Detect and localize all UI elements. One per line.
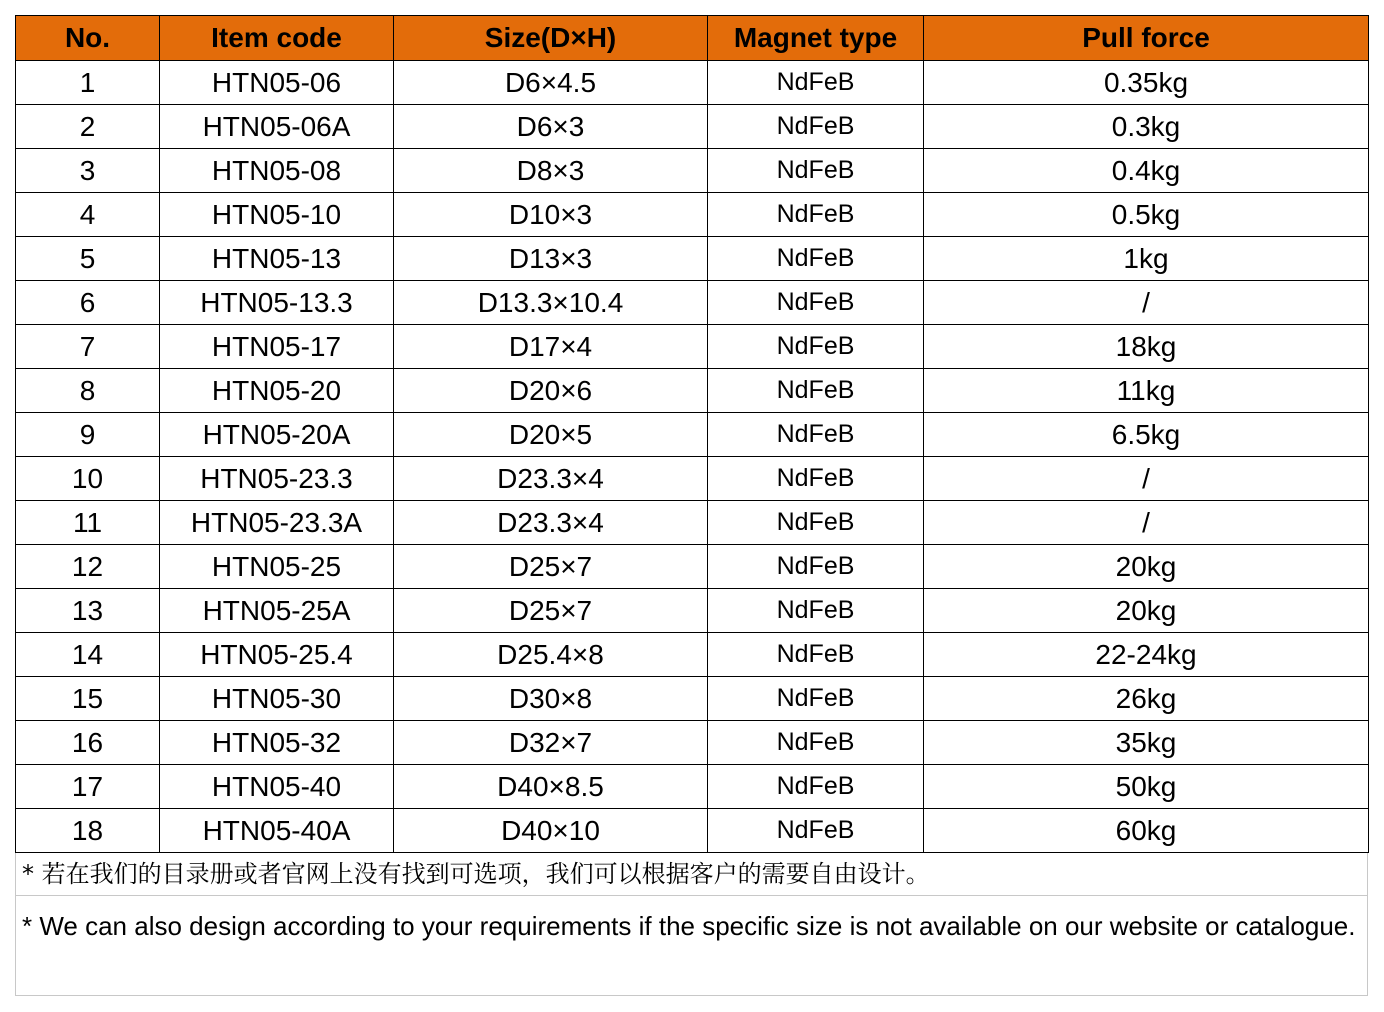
cell-magnet-type: NdFeB [708,61,924,105]
cell-no: 16 [16,721,160,765]
header-row [16,16,1369,61]
cell-pull-force: 22-24kg [924,633,1369,677]
table-row [16,325,1369,369]
header-no: No. [16,16,160,61]
cell-item-code: HTN05-17 [160,325,394,369]
header-item-code: Item code [160,16,394,61]
cell-magnet-type: NdFeB [708,237,924,281]
cell-item-code: HTN05-08 [160,149,394,193]
cell-item-code: HTN05-20A [160,413,394,457]
cell-no: 15 [16,677,160,721]
header-magnet-type: Magnet type [708,16,924,61]
cell-size: D6×4.5 [394,61,708,105]
cell-size: D20×6 [394,369,708,413]
cell-size: D23.3×4 [394,501,708,545]
cell-pull-force: 18kg [924,325,1369,369]
cell-pull-force: 35kg [924,721,1369,765]
cell-item-code: HTN05-20 [160,369,394,413]
cell-item-code: HTN05-30 [160,677,394,721]
cell-magnet-type: NdFeB [708,809,924,853]
cell-item-code: HTN05-40 [160,765,394,809]
cell-size: D13×3 [394,237,708,281]
cell-size: D40×8.5 [394,765,708,809]
cell-item-code: HTN05-25.4 [160,633,394,677]
cell-size: D17×4 [394,325,708,369]
cell-magnet-type: NdFeB [708,413,924,457]
cell-size: D25×7 [394,589,708,633]
note-chinese: * 若在我们的目录册或者官网上没有找到可选项，我们可以根据客户的需要自由设计。 [15,853,1368,896]
cell-pull-force: 20kg [924,545,1369,589]
table-row [16,633,1369,677]
cell-magnet-type: NdFeB [708,193,924,237]
cell-magnet-type: NdFeB [708,501,924,545]
cell-item-code: HTN05-13 [160,237,394,281]
table-row [16,281,1369,325]
cell-item-code: HTN05-25A [160,589,394,633]
spec-sheet [15,15,1368,996]
table-header [16,16,1369,61]
cell-size: D10×3 [394,193,708,237]
table-row [16,501,1369,545]
table-row [16,765,1369,809]
cell-size: D32×7 [394,721,708,765]
cell-pull-force: 0.4kg [924,149,1369,193]
cell-pull-force: 60kg [924,809,1369,853]
table-row [16,369,1369,413]
cell-item-code: HTN05-10 [160,193,394,237]
table-body [16,61,1369,853]
cell-pull-force: 20kg [924,589,1369,633]
cell-pull-force: 0.5kg [924,193,1369,237]
cell-pull-force: 0.35kg [924,61,1369,105]
header-pull-force: Pull force [924,16,1369,61]
magnet-spec-table [15,15,1369,853]
cell-no: 4 [16,193,160,237]
table-row [16,589,1369,633]
table-row [16,237,1369,281]
cell-size: D8×3 [394,149,708,193]
cell-no: 11 [16,501,160,545]
table-row [16,457,1369,501]
cell-magnet-type: NdFeB [708,633,924,677]
cell-no: 6 [16,281,160,325]
table-row [16,721,1369,765]
cell-item-code: HTN05-40A [160,809,394,853]
cell-magnet-type: NdFeB [708,545,924,589]
cell-magnet-type: NdFeB [708,149,924,193]
cell-magnet-type: NdFeB [708,281,924,325]
note-english: * We can also design according to your requirements if the specific size is not available on our website or catalogue. [15,896,1368,996]
cell-pull-force: 1kg [924,237,1369,281]
cell-size: D6×3 [394,105,708,149]
cell-magnet-type: NdFeB [708,721,924,765]
cell-item-code: HTN05-25 [160,545,394,589]
cell-item-code: HTN05-06 [160,61,394,105]
cell-size: D30×8 [394,677,708,721]
cell-no: 1 [16,61,160,105]
cell-magnet-type: NdFeB [708,765,924,809]
cell-item-code: HTN05-32 [160,721,394,765]
cell-no: 2 [16,105,160,149]
cell-magnet-type: NdFeB [708,105,924,149]
cell-size: D25.4×8 [394,633,708,677]
cell-item-code: HTN05-06A [160,105,394,149]
cell-magnet-type: NdFeB [708,325,924,369]
cell-size: D25×7 [394,545,708,589]
cell-item-code: HTN05-23.3A [160,501,394,545]
table-row [16,545,1369,589]
cell-magnet-type: NdFeB [708,457,924,501]
cell-size: D13.3×10.4 [394,281,708,325]
cell-pull-force: 11kg [924,369,1369,413]
cell-size: D20×5 [394,413,708,457]
table-row [16,193,1369,237]
cell-no: 3 [16,149,160,193]
cell-no: 14 [16,633,160,677]
cell-size: D40×10 [394,809,708,853]
cell-no: 9 [16,413,160,457]
cell-no: 17 [16,765,160,809]
cell-no: 18 [16,809,160,853]
table-row [16,149,1369,193]
cell-magnet-type: NdFeB [708,589,924,633]
cell-size: D23.3×4 [394,457,708,501]
header-size: Size(D×H) [394,16,708,61]
cell-no: 12 [16,545,160,589]
table-row [16,105,1369,149]
cell-item-code: HTN05-13.3 [160,281,394,325]
cell-no: 13 [16,589,160,633]
table-row [16,413,1369,457]
cell-pull-force: / [924,281,1369,325]
cell-pull-force: 6.5kg [924,413,1369,457]
table-row [16,677,1369,721]
cell-pull-force: / [924,501,1369,545]
cell-no: 5 [16,237,160,281]
cell-pull-force: 26kg [924,677,1369,721]
cell-no: 10 [16,457,160,501]
cell-magnet-type: NdFeB [708,369,924,413]
table-row [16,61,1369,105]
cell-item-code: HTN05-23.3 [160,457,394,501]
cell-magnet-type: NdFeB [708,677,924,721]
cell-pull-force: 50kg [924,765,1369,809]
cell-pull-force: 0.3kg [924,105,1369,149]
cell-no: 8 [16,369,160,413]
cell-no: 7 [16,325,160,369]
cell-pull-force: / [924,457,1369,501]
table-row [16,809,1369,853]
